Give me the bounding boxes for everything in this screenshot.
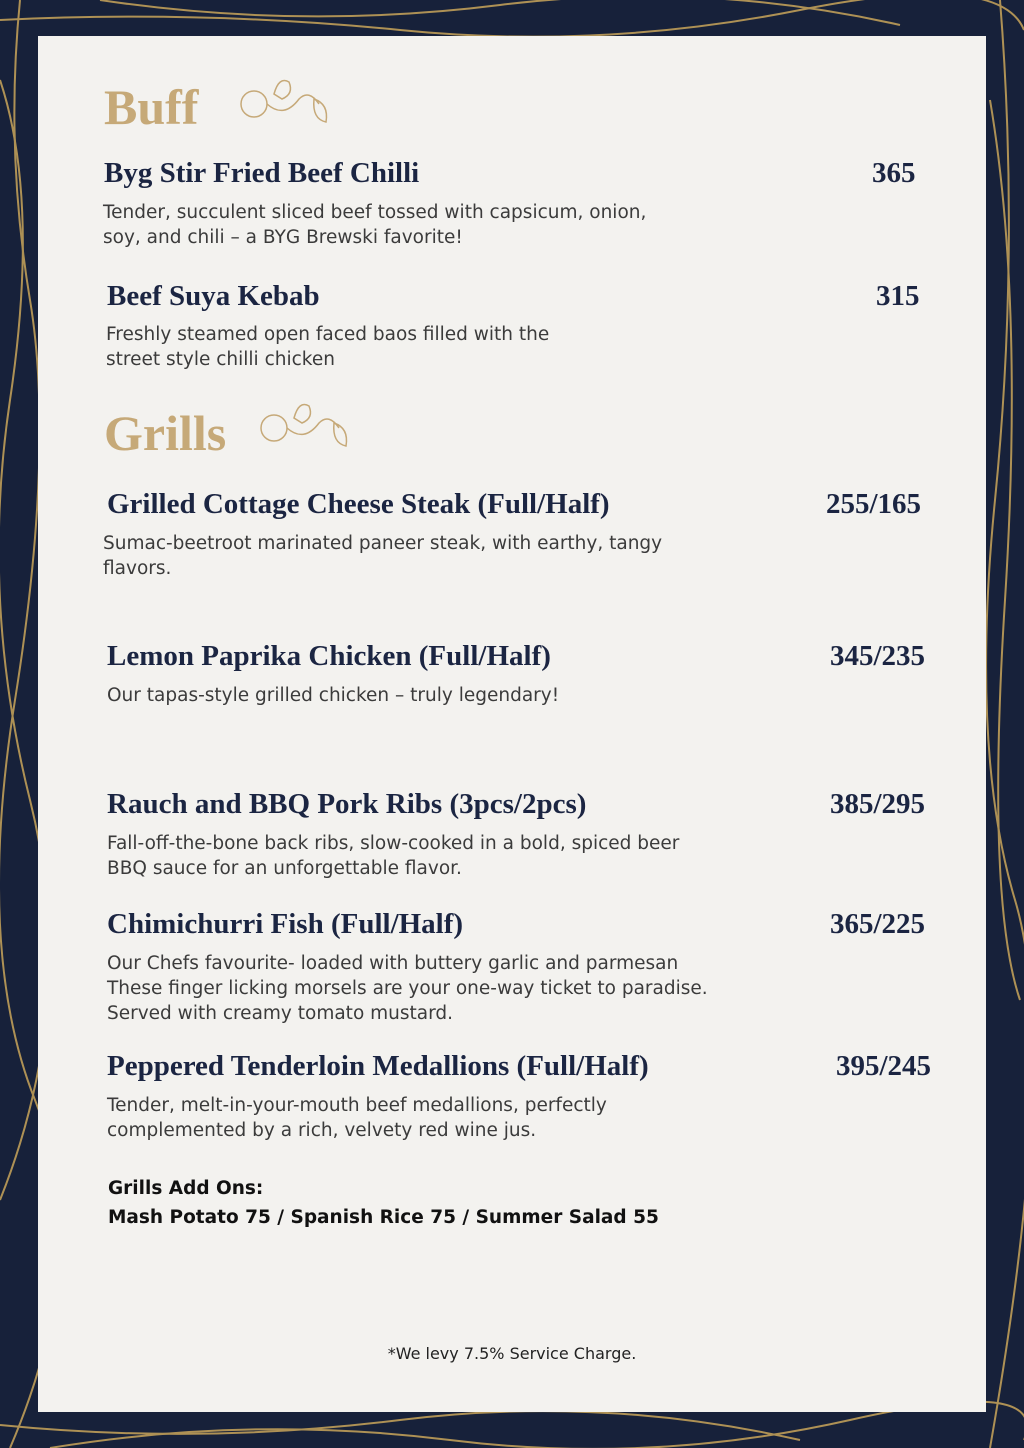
hops-ornament-icon [234, 74, 334, 128]
menu-item-price: 315 [876, 280, 920, 312]
menu-item-description: Tender, melt-in-your-mouth beef medallions, perfectly complemented by a rich, velvety red wine jus. [107, 1095, 607, 1141]
menu-item-price: 365 [872, 157, 916, 189]
section-heading-buff: Buff [104, 79, 199, 135]
menu-item-title: Grilled Cottage Cheese Steak (Full/Half) [107, 488, 610, 520]
hops-ornament-icon [254, 398, 354, 452]
menu-item-title: Rauch and BBQ Pork Ribs (3pcs/2pcs) [107, 788, 587, 820]
menu-item-description: Sumac-beetroot marinated paneer steak, with earthy, tangy flavors. [103, 533, 663, 579]
menu-item-price: 345/235 [830, 640, 926, 672]
menu-item-title: Byg Stir Fried Beef Chilli [104, 157, 420, 189]
menu-item-description: Freshly steamed open faced baos filled with the street style chilli chicken [106, 324, 550, 370]
menu-item-description: Tender, succulent sliced beef tossed with capsicum, onion, soy, and chili – a BYG Brewski favorite! [103, 202, 647, 248]
service-charge-note: *We levy 7.5% Service Charge. [387, 1344, 637, 1363]
menu-item-description: Our Chefs favourite- loaded with buttery garlic and parmesan These finger licking morsels are your one-way ticket to paradise. Served with creamy tomato mustard. [107, 953, 708, 1024]
menu-item-description: Our tapas-style grilled chicken – truly legendary! [107, 685, 560, 706]
addons [108, 1174, 659, 1232]
menu-item-title: Peppered Tenderloin Medallions (Full/Half) [107, 1050, 649, 1082]
addons-title: Grills Add Ons: [108, 1178, 264, 1199]
menu-item-price: 255/165 [826, 488, 922, 520]
menu-item-title: Beef Suya Kebab [107, 280, 320, 312]
menu-item-title: Chimichurri Fish (Full/Half) [107, 908, 464, 940]
menu-item-title: Lemon Paprika Chicken (Full/Half) [107, 640, 551, 672]
menu-item-price: 365/225 [830, 908, 926, 940]
section-heading-grills: Grills [104, 405, 227, 461]
menu-item-price: 395/245 [836, 1050, 932, 1082]
menu-item-price: 385/295 [830, 788, 926, 820]
menu-item-description: Fall-off-the-bone back ribs, slow-cooked in a bold, spiced beer BBQ sauce for an unforgettable flavor. [107, 833, 680, 879]
addons-items: Mash Potato 75 / Spanish Rice 75 / Summer Salad 55 [108, 1207, 659, 1228]
